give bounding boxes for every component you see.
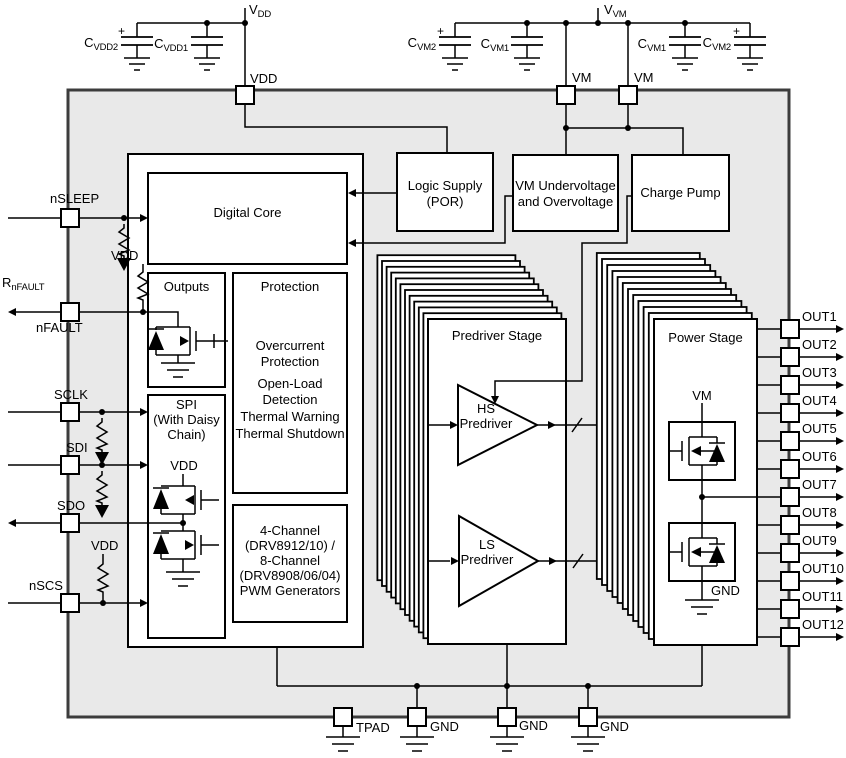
sdo-pin (61, 514, 79, 532)
gnd-pin-label: GND (600, 719, 629, 734)
out9-pin (781, 544, 799, 562)
power-gnd-label: GND (711, 583, 740, 598)
out1-label: OUT1 (802, 309, 837, 324)
cvm1-left-label: $C_{VM1}$ (480, 36, 509, 54)
out11-label: OUT11 (802, 589, 843, 604)
vm-pin-1-label: VM (572, 70, 592, 85)
nscs-pullup-vdd-label: VDD (91, 538, 119, 553)
vdd-supply-label: $V_{DD}$ (249, 2, 271, 20)
vm-undervoltage-box (513, 155, 618, 231)
nfault-pin-label: nFAULT (36, 320, 83, 335)
out7-pin (781, 488, 799, 506)
sdo-pin-label: SDO (57, 498, 86, 513)
vvm-supply-label: $V_{VM}$ (604, 2, 627, 20)
gnd-pin-1 (408, 708, 426, 726)
gnd-pin-3 (579, 708, 597, 726)
cvdd1-label: $C_{VDD1}$ (154, 36, 188, 54)
cvm1-right-label: $C_{VM1}$ (637, 36, 666, 54)
sclk-pin (61, 403, 79, 421)
out11-pin (781, 600, 799, 618)
power-fet-high-side (669, 422, 735, 480)
nsleep-pin-label: nSLEEP (50, 191, 100, 206)
pwm-label-5: PWM Generators (239, 583, 341, 598)
out12-label: OUT12 (802, 617, 844, 632)
out9-label: OUT9 (802, 533, 837, 548)
r-nfault-label: $R_{nFAULT}$ (2, 275, 45, 293)
tpad-pin (334, 708, 352, 726)
pwm-label-1: 4-Channel (260, 523, 320, 538)
hs-predriver-label-2: Predriver (459, 416, 513, 431)
power-fet-low-side (669, 523, 735, 581)
predriver-stage-title: Predriver Stage (451, 328, 543, 343)
logic-supply-label-1: Logic Supply (407, 178, 483, 193)
vdd-pin (236, 86, 254, 104)
power-front-box (654, 319, 757, 645)
out3-pin (781, 376, 799, 394)
gnd-pin-2 (498, 708, 516, 726)
sclk-pin-label: SCLK (54, 387, 88, 402)
out2-pin (781, 348, 799, 366)
vm-pin-1 (557, 86, 575, 104)
tpad-pin-label: TPAD (356, 720, 390, 735)
vm-pin-2-label: VM (634, 70, 654, 85)
out10-pin (781, 572, 799, 590)
nfault-pin (61, 303, 79, 321)
out8-pin (781, 516, 799, 534)
vm-undervoltage-label-2: and Overvoltage (517, 194, 614, 209)
vm-undervoltage-label-1: VM Undervoltage (515, 178, 616, 193)
charge-pump-label: Charge Pump (640, 185, 721, 200)
nsleep-pin (61, 209, 79, 227)
spi-label-3: Chain) (167, 427, 206, 442)
logic-supply-label-2: (POR) (426, 194, 464, 209)
out3-label: OUT3 (802, 365, 837, 380)
protection-item: Thermal Warning (240, 409, 340, 424)
out2-label: OUT2 (802, 337, 837, 352)
hs-predriver-label-1: HS (476, 401, 496, 416)
protection-item: Thermal Shutdown (235, 426, 345, 441)
out6-pin (781, 460, 799, 478)
sdi-pin-label: SDI (66, 440, 88, 455)
pwm-label-3: 8-Channel (260, 553, 320, 568)
out6-label: OUT6 (802, 449, 837, 464)
capacitor-plates (121, 37, 766, 45)
plus-sign: + (733, 24, 741, 38)
cvm2-right-label: $C_{VM2}$ (702, 35, 731, 53)
out10-label: OUT10 (802, 561, 844, 576)
out4-label: OUT4 (802, 393, 837, 408)
gnd-pin-label: GND (519, 718, 548, 733)
protection-item: Overcurrent Protection (255, 338, 325, 369)
out8-label: OUT8 (802, 505, 837, 520)
vm-pin-2 (619, 86, 637, 104)
outputs-label: Outputs (163, 279, 210, 294)
predriver-front-box (428, 319, 566, 644)
gnd-pin-label: GND (430, 719, 459, 734)
protection-item: Open-Load Detection (257, 376, 323, 407)
power-vm-label: VM (692, 388, 712, 403)
pwm-label-2: (DRV8912/10) / (244, 538, 336, 553)
power-stage-title: Power Stage (668, 330, 743, 345)
cvm2-left-label: $C_{VM2}$ (407, 35, 436, 53)
out7-label: OUT7 (802, 477, 837, 492)
ls-predriver-label-2: Predriver (460, 552, 514, 567)
protection-title: Protection (260, 279, 320, 294)
out5-pin (781, 432, 799, 450)
nscs-pin (61, 594, 79, 612)
spi-label-2: (With Daisy (153, 412, 220, 427)
ls-predriver-label-1: LS (479, 537, 495, 552)
nfault-pullup-vdd-label: VDD (111, 248, 139, 263)
out1-pin (781, 320, 799, 338)
plus-sign: + (437, 24, 445, 38)
vdd-pin-label: VDD (250, 71, 278, 86)
sdi-pin (61, 456, 79, 474)
nscs-pin-label: nSCS (29, 578, 63, 593)
out5-label: OUT5 (802, 421, 837, 436)
cvdd2-label: $C_{VDD2}$ (84, 35, 118, 53)
pwm-label-4: (DRV8908/06/04) (239, 568, 341, 583)
out12-pin (781, 628, 799, 646)
spi-vdd-label: VDD (170, 458, 198, 473)
digital-core-label: Digital Core (213, 205, 282, 220)
plus-sign: + (118, 24, 126, 38)
out4-pin (781, 404, 799, 422)
spi-label-1: SPI (176, 397, 197, 412)
